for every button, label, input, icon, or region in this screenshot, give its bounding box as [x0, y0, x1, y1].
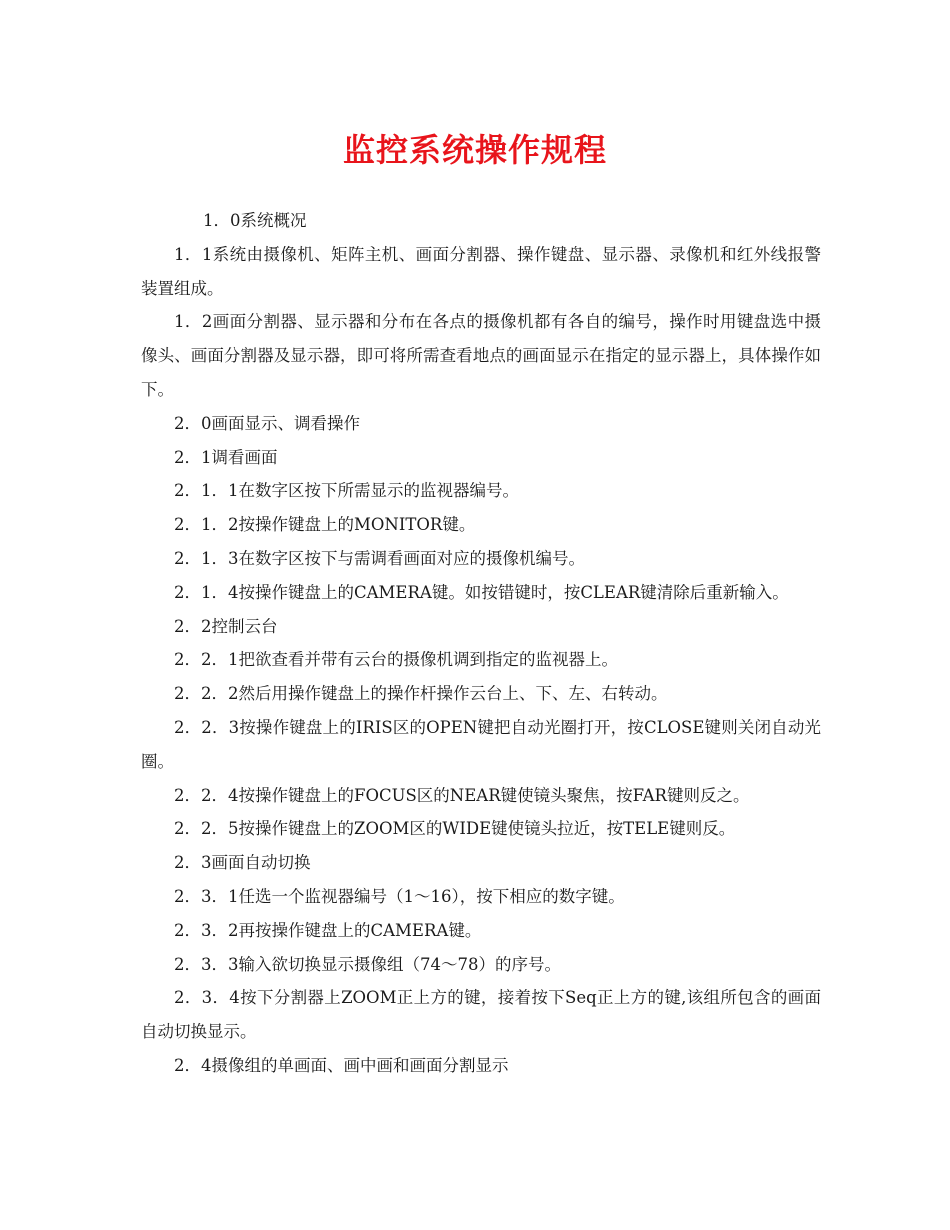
page-title: 监控系统操作规程	[342, 131, 607, 169]
paragraph-2-2-3: 2．2．3按操作键盘上的IRIS区的OPEN键把自动光圈打开，按CLOSE键则关闭自动光圈。	[141, 717, 821, 771]
paragraph-2-1-2: 2．1．2按操作键盘上的MONITOR键。	[174, 515, 476, 535]
paragraph-section-1-0: 1．0系统概况	[203, 211, 307, 230]
paragraph-1-2: 1．2画面分割器、显示器和分布在各点的摄像机都有各自的编号，操作时用键盘选中摄像头、画面分割器及显示器，即可将所需查看地点的画面显示在指定的显示器上，具体操作如下。	[141, 312, 821, 399]
paragraph-2-4: 2．4摄像组的单画面、画中画和画面分割显示	[174, 1055, 509, 1075]
paragraph-2-3-3: 2．3．3输入欲切换显示摄像组（74～78）的序号。	[174, 954, 561, 974]
paragraph-2-3-4: 2．3．4按下分割器上ZOOM正上方的键，接着按下Seq正上方的键,该组所包含的画面自动切换显示。	[141, 988, 821, 1042]
paragraph-2-1-3: 2．1．3在数字区按下与需调看画面对应的摄像机编号。	[174, 548, 585, 568]
paragraph-2-2-5: 2．2．5按操作键盘上的ZOOM区的WIDE键使镜头拉近，按TELE键则反。	[174, 819, 736, 839]
paragraph-2-2-1: 2．2．1把欲查看并带有云台的摄像机调到指定的监视器上。	[174, 650, 618, 670]
paragraph-section-2-0: 2．0画面显示、调看操作	[174, 413, 360, 433]
paragraph-2-3-2: 2．3．2再按操作键盘上的CAMERA键。	[174, 920, 482, 940]
paragraph-2-2: 2．2控制云台	[174, 616, 278, 636]
paragraph-2-3: 2．3画面自动切换	[174, 853, 311, 873]
paragraph-2-2-2: 2．2．2然后用操作键盘上的操作杆操作云台上、下、左、右转动。	[174, 684, 668, 704]
paragraph-2-1: 2．1调看画面	[174, 447, 278, 467]
paragraph-2-2-4: 2．2．4按操作键盘上的FOCUS区的NEAR键使镜头聚焦，按FAR键则反之。	[174, 785, 750, 805]
paragraph-2-1-4: 2．1．4按操作键盘上的CAMERA键。如按错键时，按CLEAR键清除后重新输入。	[174, 582, 789, 602]
paragraph-2-3-1: 2．3．1任选一个监视器编号（1～16），按下相应的数字键。	[174, 886, 625, 906]
document-body	[141, 204, 821, 1083]
paragraph-2-1-1: 2．1．1在数字区按下所需显示的监视器编号。	[174, 481, 519, 501]
paragraph-1-1: 1．1系统由摄像机、矩阵主机、画面分割器、操作键盘、显示器、录像机和红外线报警装置组成。	[141, 244, 821, 298]
